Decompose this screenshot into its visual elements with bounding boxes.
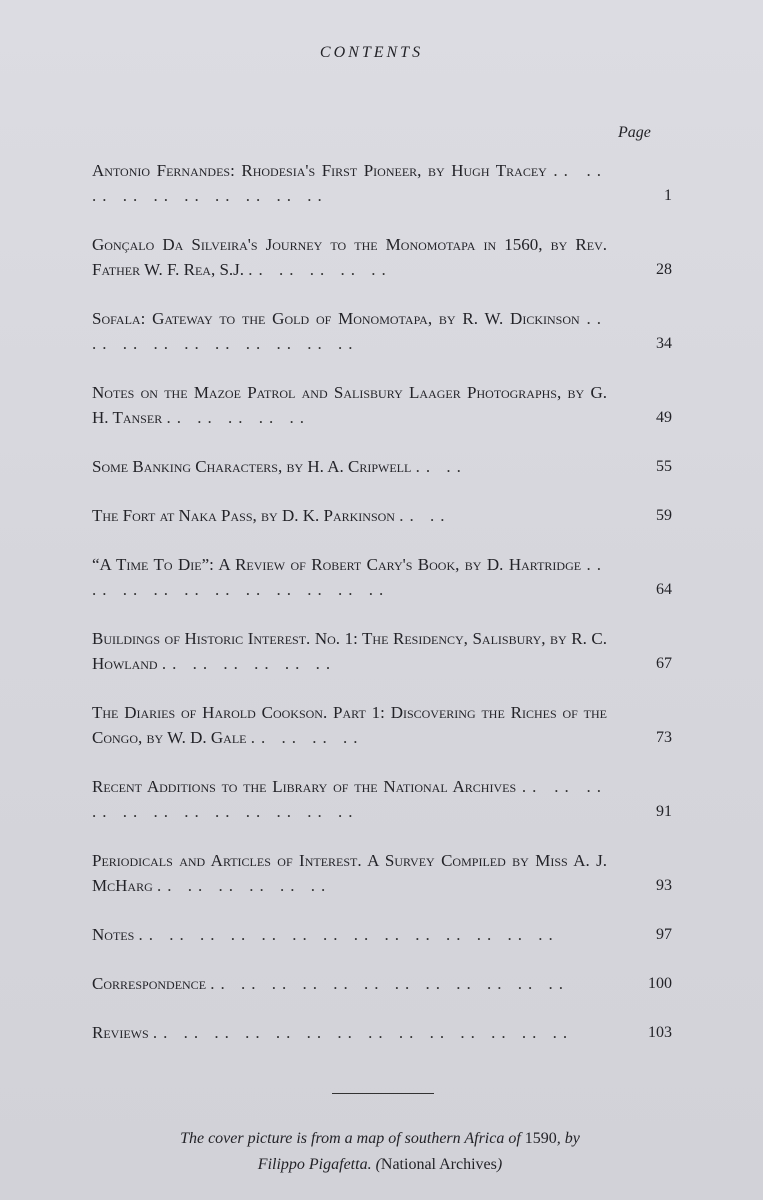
toc-entry-title [92,1020,607,1045]
toc-entry [92,503,672,528]
toc-entry-title [92,848,607,898]
toc-entry-title-text: Some Banking Characters, by H. A. Cripwell [92,457,412,476]
toc-entry [92,380,672,430]
toc-entry-title-text: Recent Additions to the Library of the National Archives [92,777,517,796]
toc-entry-title-text: Notes [92,925,135,944]
toc-entry-title-text: Antonio Fernandes: Rhodesia's First Pioneer, by Hugh Tracey [92,161,547,180]
toc-entry-page-number: 34 [656,335,672,352]
toc-entry [92,971,672,996]
divider [332,1093,434,1094]
toc-entry-title [92,700,607,750]
toc-entry-title [92,922,607,947]
toc-entry-page-number: 73 [656,729,672,746]
toc-entry-leader: .. .. [399,506,451,525]
toc-entry-page-number: 64 [656,581,672,598]
toc-entry-leader: .. .. .. .. .. [248,260,392,279]
toc-entry-page-number: 100 [648,975,672,992]
toc-entry-title-text: Correspondence [92,974,207,993]
toc-entry-leader: .. .. .. .. .. .. .. .. .. .. .. .. [92,777,608,821]
toc-entry-title [92,626,607,676]
toc-entry-leader: .. .. .. .. .. .. .. .. .. .. .. .. .. .. [138,925,559,944]
toc-entry-page-number: 103 [648,1024,672,1041]
toc-entry [92,306,672,356]
toc-entry-title-text: “A Time To Die”: A Review of Robert Cary's Book, by D. Hartridge [92,555,582,574]
toc-entry-page-number: 28 [656,261,672,278]
toc-entry [92,1020,672,1045]
toc-entry-leader: .. .. .. .. .. [166,408,310,427]
table-of-contents [92,158,672,1069]
toc-entry [92,848,672,898]
toc-entry-leader: .. .. .. .. .. .. .. .. .. .. .. .. [210,974,570,993]
toc-entry-title-text: Notes on the Mazoe Patrol and Salisbury Laager Photographs, by G. H. Tanser [92,383,607,427]
page-title: CONTENTS [319,44,424,61]
toc-entry [92,454,672,479]
toc-entry-title [92,774,607,824]
toc-entry-page-number: 91 [656,803,672,820]
toc-entry-title-text: The Fort at Naka Pass, by D. K. Parkinson [92,506,395,525]
caption-text: ) [496,1156,503,1173]
page-column-label: Page [618,124,651,141]
caption-text: Filippo Pigafetta. ( [257,1156,381,1173]
toc-entry [92,626,672,676]
toc-entry [92,552,672,602]
toc-entry-leader: .. .. .. .. [250,728,364,747]
toc-entry-title [92,158,607,208]
toc-entry-page-number: 1 [664,187,672,204]
toc-entry [92,922,672,947]
toc-entry-title [92,306,607,356]
toc-entry [92,232,672,282]
toc-entry-title-text: Periodicals and Articles of Interest. A Survey Compiled by Miss A. J. McHarg [92,851,607,895]
toc-entry-leader: .. .. [415,457,467,476]
toc-entry-title [92,971,607,996]
toc-entry-page-number: 97 [656,926,672,943]
toc-entry-title-text: Gonçalo Da Silveira's Journey to the Monomotapa in 1560, by Rev. Father W. F. Rea, S.J. [92,235,607,279]
caption-text: The cover picture is from a map of southern Africa of [180,1130,525,1147]
toc-entry-leader: .. .. .. .. .. .. [161,654,337,673]
toc-entry-title [92,503,607,528]
toc-entry-page-number: 67 [656,655,672,672]
toc-entry-title-text: Buildings of Historic Interest. No. 1: The Residency, Salisbury, by R. C. Howland [92,629,607,673]
toc-entry-leader: .. .. .. .. .. .. [156,876,332,895]
toc-entry [92,158,672,208]
toc-entry [92,774,672,824]
toc-entry-leader: .. .. .. .. .. .. .. .. .. .. .. .. .. .. [152,1023,574,1042]
toc-entry-title [92,380,607,430]
toc-entry-page-number: 59 [656,507,672,524]
toc-entry-title [92,552,607,602]
caption-source: National Archives [380,1156,497,1173]
toc-entry-leader: .. .. .. .. .. .. .. .. .. .. [92,309,607,353]
toc-entry-page-number: 93 [656,877,672,894]
toc-entry-title-text: The Diaries of Harold Cookson. Part 1: Discovering the Riches of the Congo, by W. D. Gale [92,703,607,747]
toc-entry [92,700,672,750]
toc-entry-title-text: Reviews [92,1023,149,1042]
caption-year: 1590 [524,1130,557,1147]
toc-entry-title-text: Sofala: Gateway to the Gold of Monomotapa, by R. W. Dickinson [92,309,580,328]
toc-entry-page-number: 55 [656,458,672,475]
toc-entry-page-number: 49 [656,409,672,426]
toc-entry-title [92,232,607,282]
toc-entry-leader: .. .. .. .. .. .. .. .. .. .. .. [92,555,607,599]
toc-entry-leader: .. .. .. .. .. .. .. .. .. .. [92,161,607,205]
caption-text: , by [556,1130,580,1147]
cover-caption [60,1126,700,1178]
toc-entry-title [92,454,607,479]
